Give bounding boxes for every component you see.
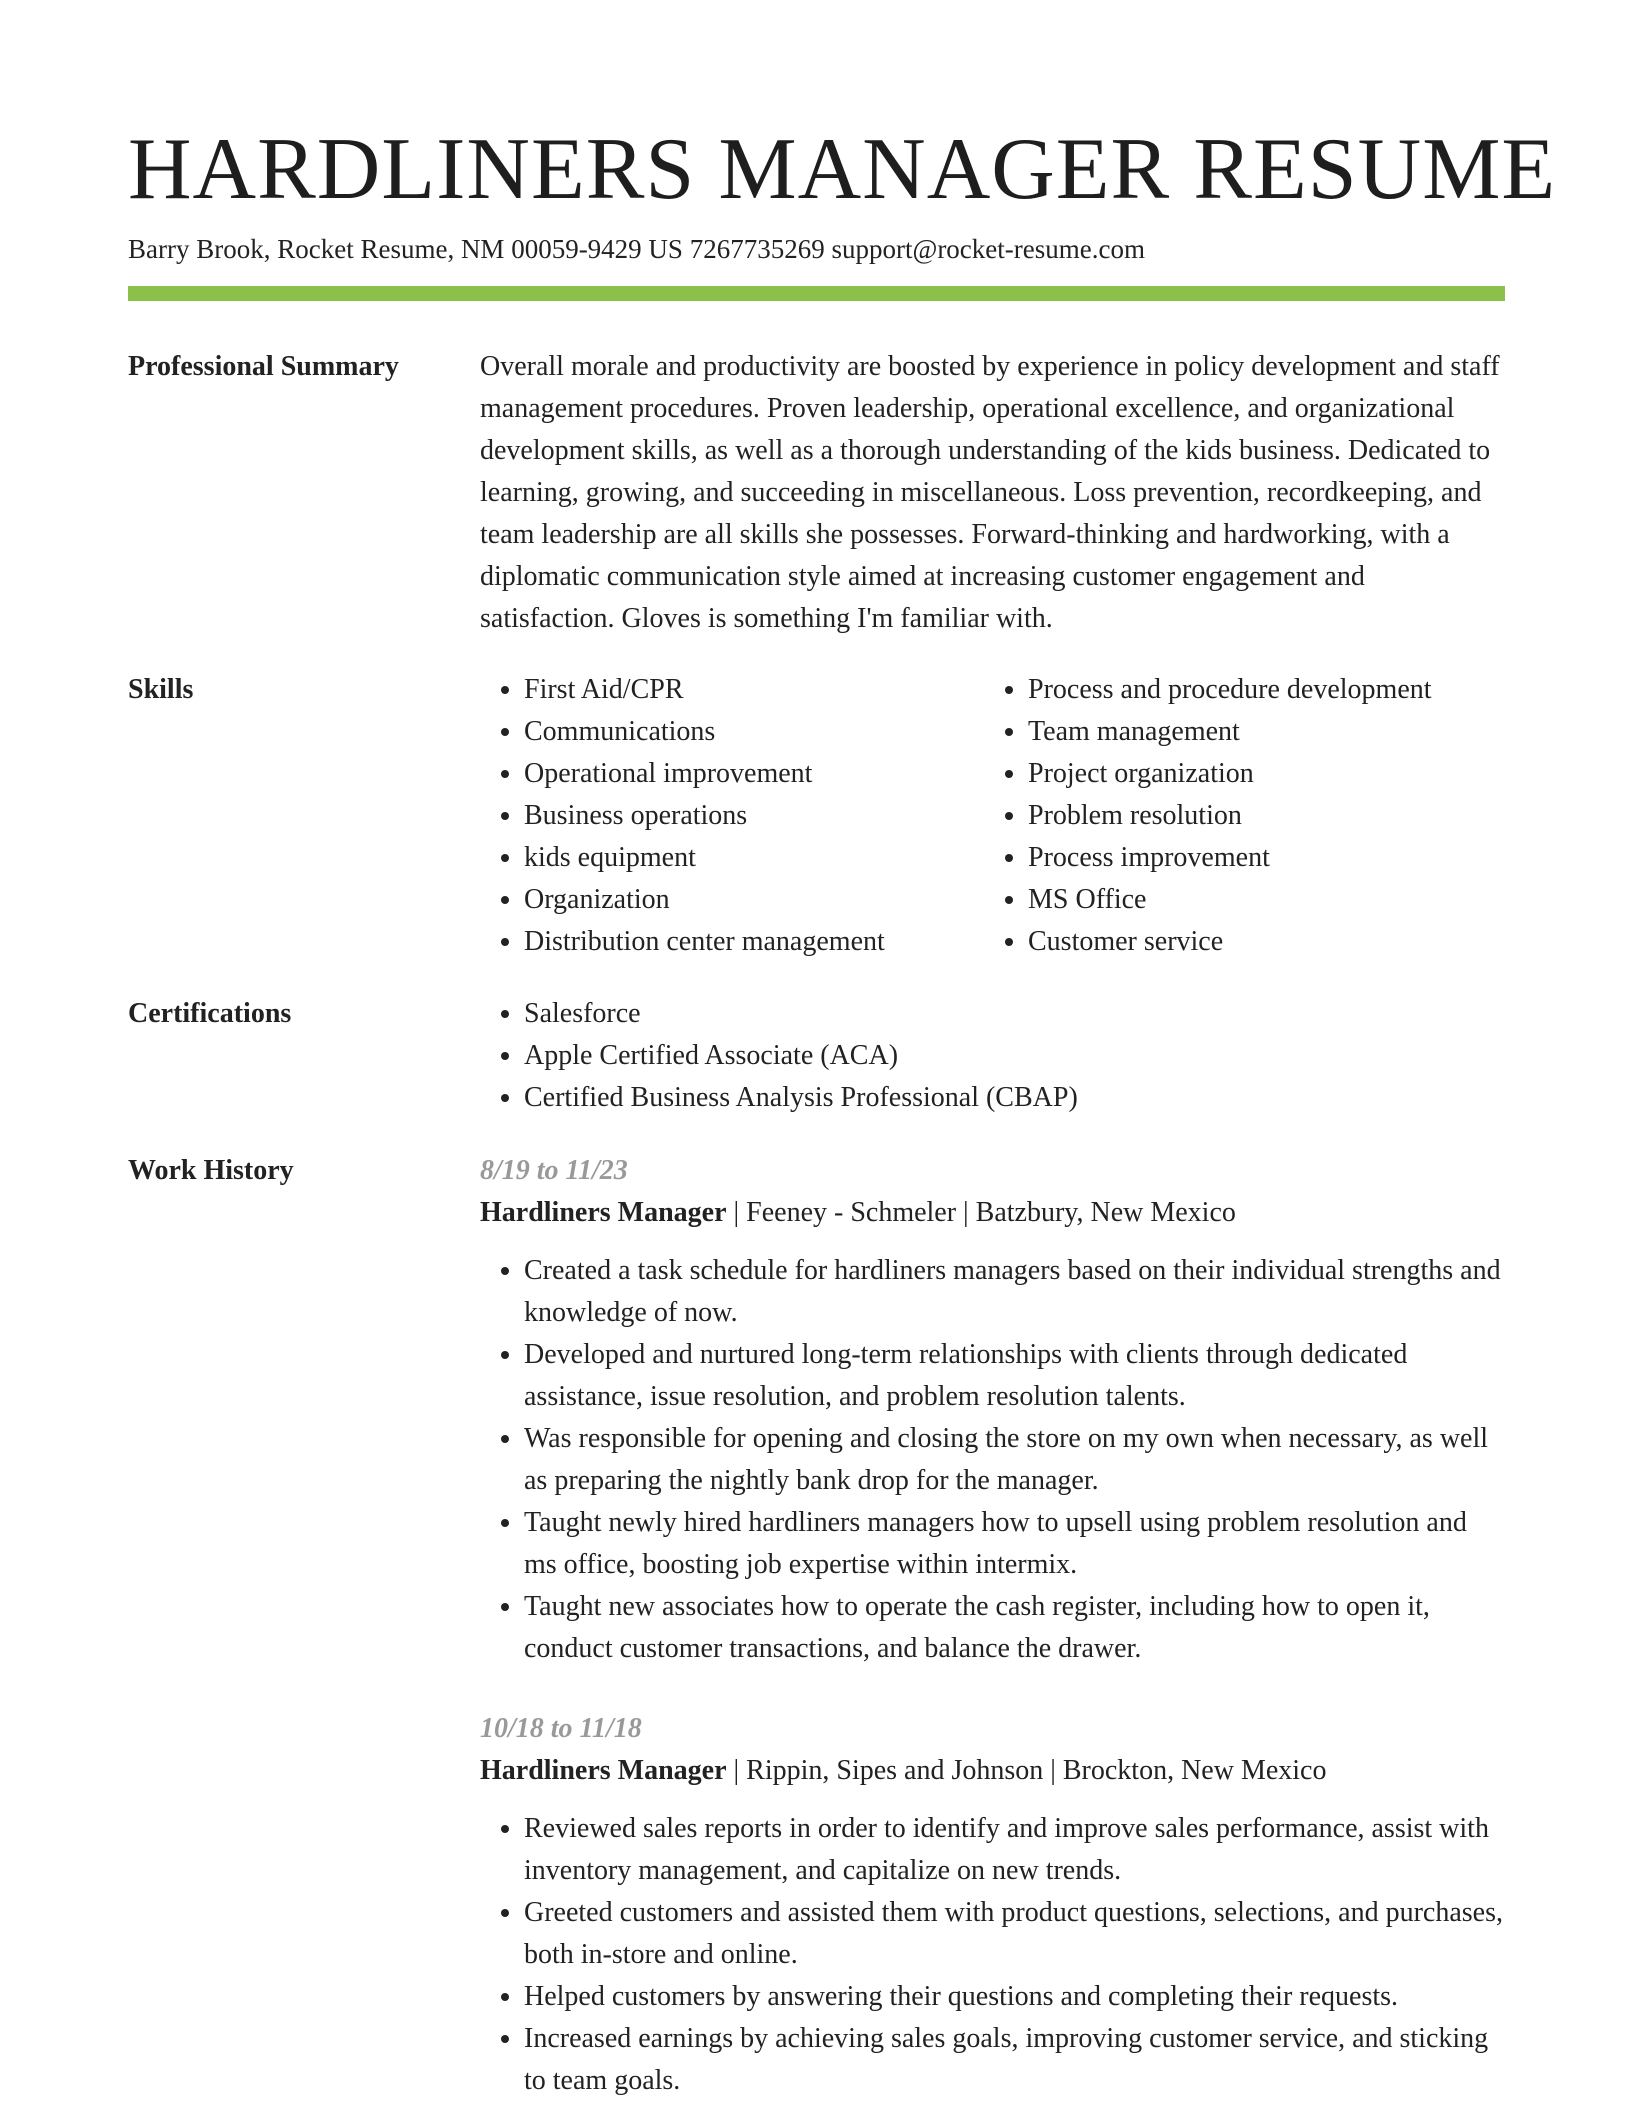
job-bullet: • Taught new associates how to operate the cash register, including how to open it, conduct customer transactions, and balance the drawer. (524, 1586, 1505, 1670)
skill-item: • MS Office (1028, 879, 1505, 921)
header-divider (128, 286, 1505, 301)
skill-item: • kids equipment (524, 837, 984, 879)
job-dates: 8/19 to 11/23 (480, 1155, 628, 1186)
skills-heading: Skills (128, 674, 194, 705)
job-bullet: • Increased earnings by achieving sales goals, improving customer service, and sticking to team goals. (524, 2018, 1505, 2102)
skill-item: • Operational improvement (524, 753, 984, 795)
job-bullet: • Taught newly hired hardliners managers how to upsell using problem resolution and ms office, boosting job expertise within intermix. (524, 1502, 1505, 1586)
job-entry (480, 1150, 1505, 1670)
certifications-heading: Certifications (128, 998, 292, 1029)
certification-item: • Salesforce (524, 993, 1505, 1035)
summary-heading: Professional Summary (128, 351, 399, 382)
job-dates: 10/18 to 11/18 (480, 1713, 642, 1744)
work-history-section (480, 1150, 1505, 2102)
summary-section (480, 346, 1505, 640)
skill-item: • First Aid/CPR (524, 669, 984, 711)
job-heading (480, 1192, 1505, 1234)
skill-item: • Business operations (524, 795, 984, 837)
certifications-section (480, 993, 1505, 1119)
job-heading (480, 1750, 1505, 1792)
skill-item: • Project organization (1028, 753, 1505, 795)
job-bullets (480, 1250, 1505, 1670)
job-employer-location: | Rippin, Sipes and Johnson | Brockton, New Mexico (726, 1755, 1327, 1786)
job-bullet: • Created a task schedule for hardliners managers based on their individual strengths and knowledge of now. (524, 1250, 1505, 1334)
skill-item: • Customer service (1028, 921, 1505, 963)
job-bullets (480, 1808, 1505, 2102)
job-bullet: • Helped customers by answering their questions and completing their requests. (524, 1976, 1505, 2018)
skill-item: • Process and procedure development (1028, 669, 1505, 711)
skills-column-left (480, 669, 984, 963)
certification-item: • Certified Business Analysis Professional (CBAP) (524, 1077, 1505, 1119)
skill-item: • Communications (524, 711, 984, 753)
contact-line: Barry Brook, Rocket Resume, NM 00059-9429 US 7267735269 support@rocket-resume.com (128, 234, 1145, 264)
skill-item: • Team management (1028, 711, 1505, 753)
skills-column-right (984, 669, 1505, 963)
job-title: Hardliners Manager (480, 1755, 727, 1786)
job-title: Hardliners Manager (480, 1197, 727, 1228)
job-bullet: • Reviewed sales reports in order to identify and improve sales performance, assist with inventory management, and capitalize on new trends. (524, 1808, 1505, 1892)
certification-item: • Apple Certified Associate (ACA) (524, 1035, 1505, 1077)
work-history-heading: Work History (128, 1155, 294, 1186)
skill-item: • Distribution center management (524, 921, 984, 963)
skill-item: • Problem resolution (1028, 795, 1505, 837)
job-bullet: • Developed and nurtured long-term relationships with clients through dedicated assistance, issue resolution, and problem resolution talents. (524, 1334, 1505, 1418)
resume-title: HARDLINERS MANAGER RESUME (128, 121, 1557, 218)
skill-item: • Organization (524, 879, 984, 921)
skill-item: • Process improvement (1028, 837, 1505, 879)
job-employer-location: | Feeney - Schmeler | Batzbury, New Mexico (726, 1197, 1236, 1228)
summary-text: Overall morale and productivity are boosted by experience in policy development and staff management procedures. Proven leadership, operational excellence, and organizational development skills, as well as a thorough understanding of the kids business. Dedicated to learning, growing, and succeeding in miscellaneous. Loss prevention, recordkeeping, and team leadership are all skills she possesses. Forward-thinking and hardworking, with a diplomatic communication style aimed at increasing customer engagement and satisfaction. Gloves is something I'm familiar with. (480, 351, 1500, 634)
job-bullet: • Greeted customers and assisted them with product questions, selections, and purchases, both in-store and online. (524, 1892, 1505, 1976)
job-entry (480, 1708, 1505, 2102)
job-bullet: • Was responsible for opening and closing the store on my own when necessary, as well as preparing the nightly bank drop for the manager. (524, 1418, 1505, 1502)
skills-section (480, 669, 1505, 963)
